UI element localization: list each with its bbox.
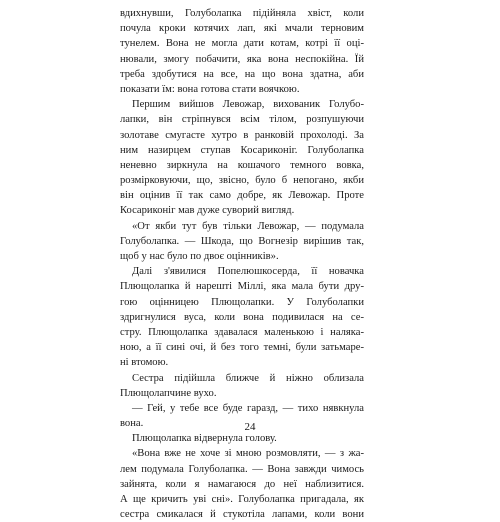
text-line: лем подумала Голуболапка. — Вона завжди чимось <box>120 463 364 475</box>
text-line: лапки, він стріпнувся всім тілом, розпушуючи <box>120 114 364 126</box>
text-line: «Вона вже не хоче зі мною розмовляти, — з жа- <box>132 448 364 460</box>
text-line: гою оцінницею Плющолапки. У Голуболапки <box>120 296 364 308</box>
text-line: Плющолапка відвернула голову. <box>132 433 277 445</box>
text-line: нювали, змогу побачити, яка вона неспокійна. Їй <box>120 53 364 65</box>
text-line: здригнулися вуса, коли вона подивилася на се- <box>120 311 364 323</box>
paragraph <box>120 431 364 446</box>
text-line: вона. <box>120 418 144 430</box>
text-line: Далі з'явилися Попелюшкосерда, її новачка <box>132 266 364 278</box>
paragraph <box>120 219 364 265</box>
text-line: зайнята, коли я намагаюся до неї наблизитися. <box>120 478 364 490</box>
text-line: він оцінив її так само добре, як Левожар. Проте <box>120 190 364 202</box>
text-line: Плющолапчине вухо. <box>120 387 217 399</box>
text-line: сестра смикалася й стукотіла лапами, коли вони <box>120 509 364 521</box>
text-line: золотаве смугасте хутро в ранковій прохолоді. За <box>120 129 364 141</box>
paragraph <box>120 6 364 97</box>
text-line: показати їм: вона готова стати воячкою. <box>120 83 300 95</box>
paragraph <box>120 446 364 522</box>
text-line: А ще кричить уві сні». Голуболапка пригадала, як <box>120 494 364 505</box>
text-line: щоб у нас було по двоє оцінників». <box>120 251 279 262</box>
text-line: Сестра підійшла ближче й ніжно облизала <box>132 372 364 384</box>
paragraph <box>120 264 364 370</box>
page-number: 24 <box>244 421 256 433</box>
text-line: розмірковуючи, що, звісно, було б непогано, якби <box>120 175 364 187</box>
text-line: «От якби тут був тільки Левожар, — подумала <box>132 220 364 232</box>
text-line: ні втомою. <box>120 357 169 369</box>
paragraph <box>120 371 364 401</box>
text-line: стру. Плющолапка здавалася маленькою і наляка- <box>120 326 364 338</box>
text-line: ним назирцем ступав Косариконіг. Голуболапка <box>120 144 364 156</box>
text-line: Косариконіг мав дуже суворий вигляд. <box>120 205 295 217</box>
text-line: — Гей, у тебе все буде гаразд, — тихо нявкнула <box>132 402 364 414</box>
text-line: Плющолапка й нарешті Міллі, яка мала бути дру- <box>120 281 364 293</box>
text-line: почула кроки котячих лап, які мчали терновим <box>120 23 364 35</box>
text-line: неневно зиркнула на кошачого темного вовка, <box>120 159 364 171</box>
page-body-text <box>120 6 364 522</box>
text-line: тунелем. Вона не могла дати котам, котрі її оці- <box>120 38 364 50</box>
text-line: Першим вийшов Левожар, вихованик Голубо- <box>132 99 364 111</box>
paragraph <box>120 97 364 219</box>
text-line: Голуболапка. — Шкода, що Вогнезір вирішив так, <box>120 235 364 247</box>
text-line: ною, а її сині очі, й без того темні, були затьмаре- <box>120 342 364 354</box>
text-line: вдихнувши, Голуболапка підійняла хвіст, коли <box>120 8 364 19</box>
text-line: треба здобутися на все, на що вона здатна, аби <box>120 68 364 80</box>
